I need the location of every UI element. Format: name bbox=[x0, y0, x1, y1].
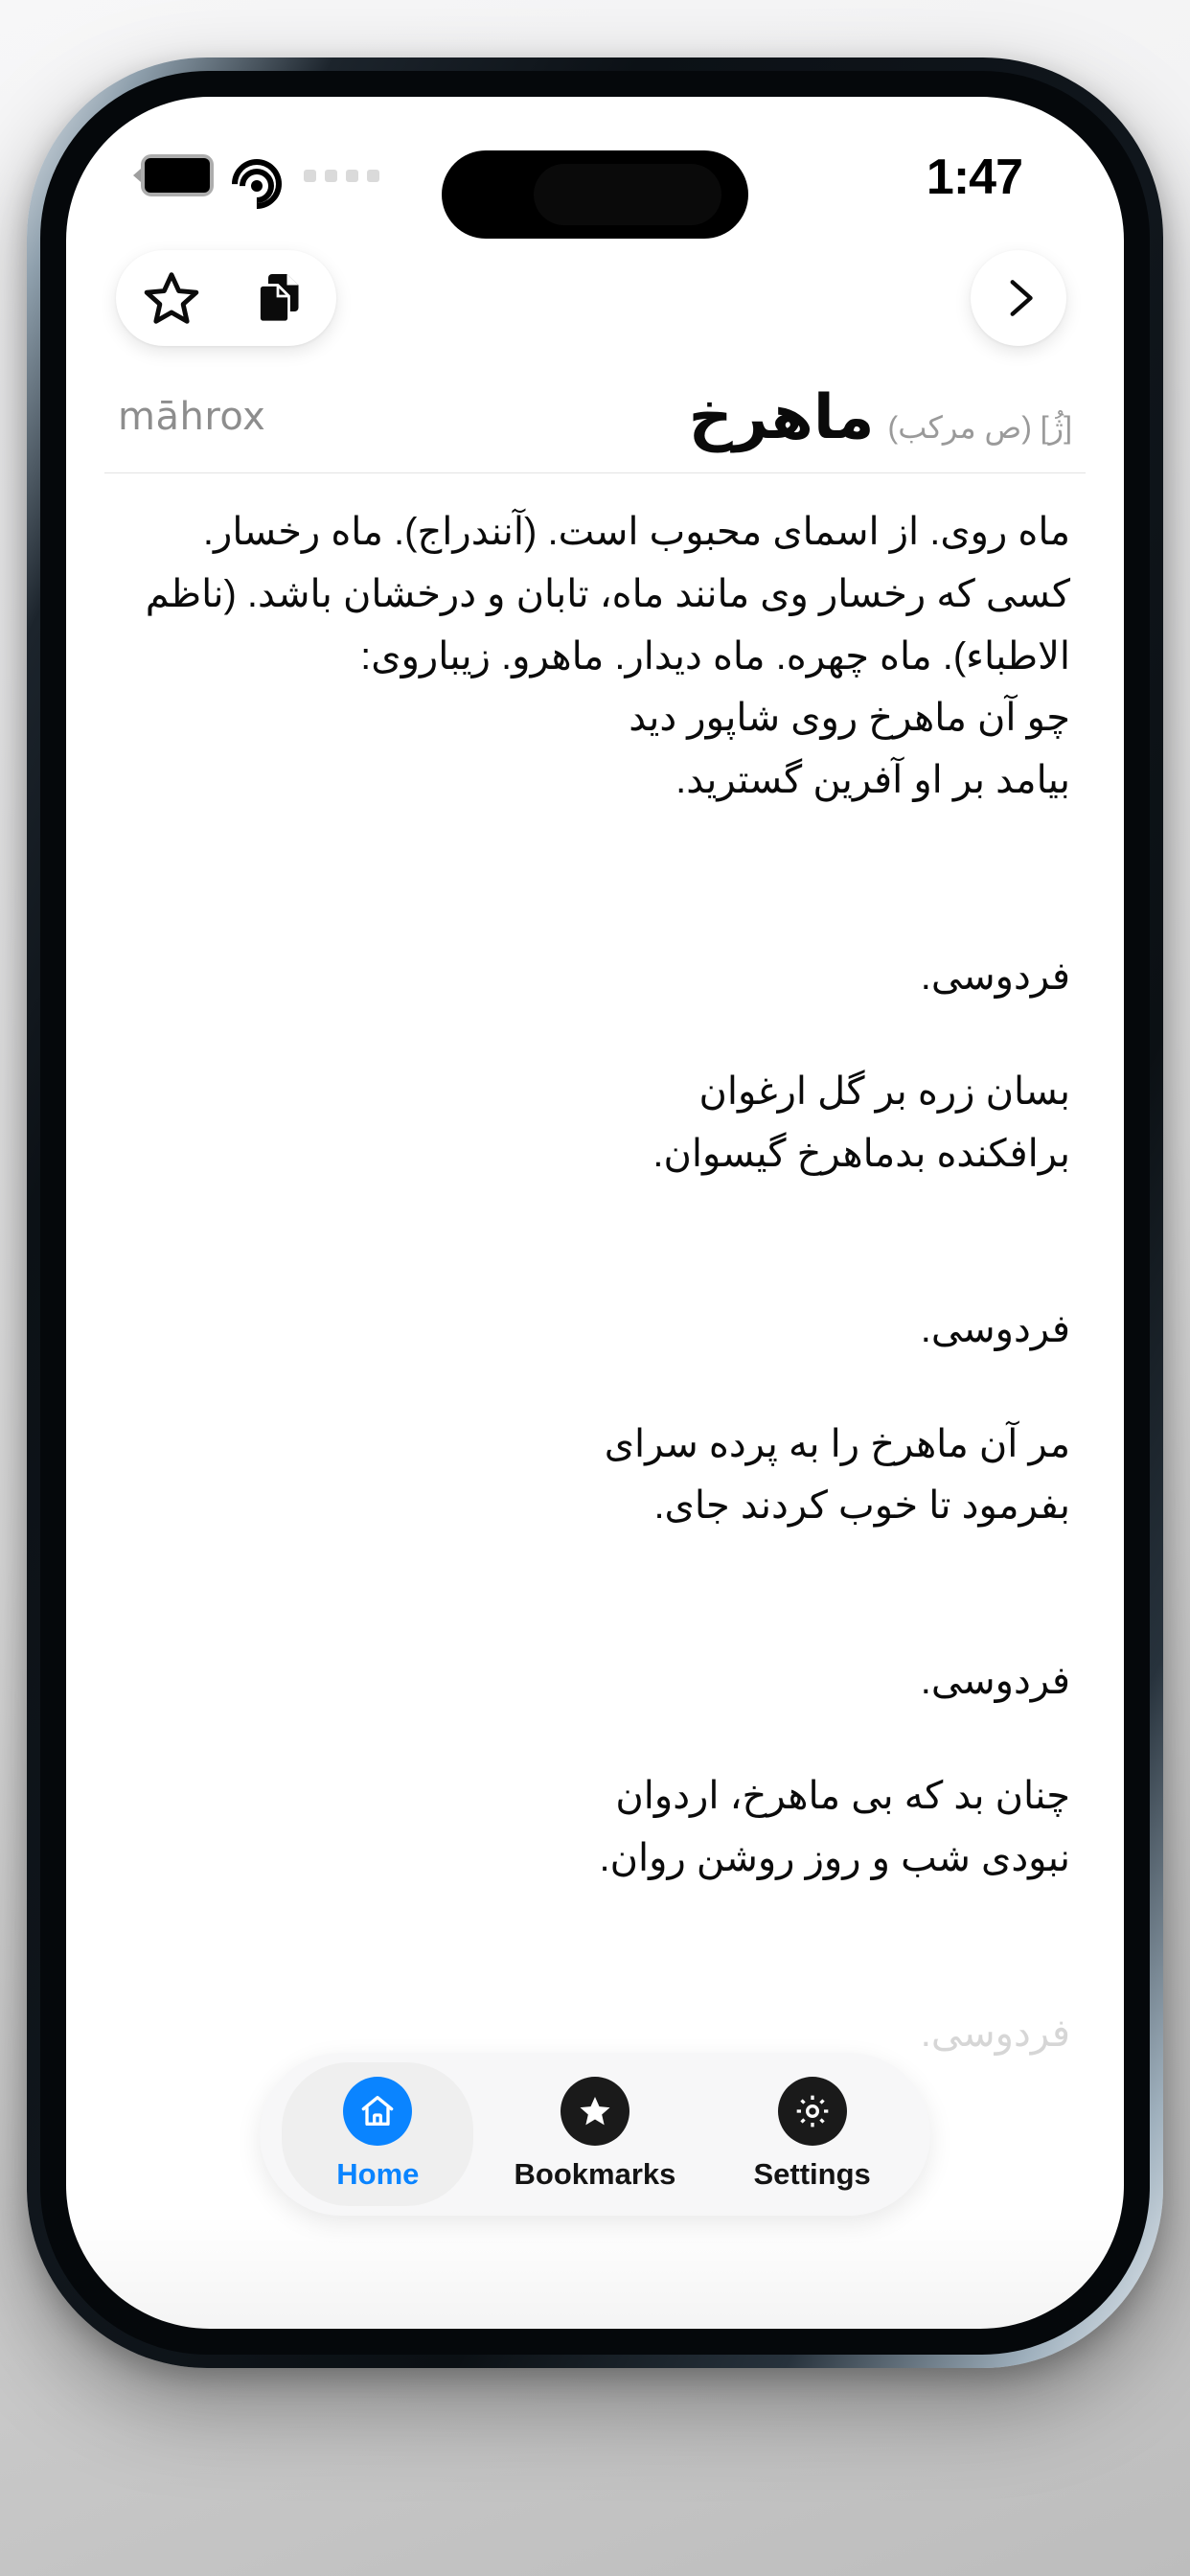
headword-group bbox=[688, 382, 1072, 451]
verse-line: بسان زره بر گل ارغوان bbox=[698, 1070, 1070, 1113]
header-divider bbox=[104, 472, 1086, 473]
verse-line: بیامد بر او آفرین گسترید. bbox=[675, 759, 1070, 802]
top-toolbar bbox=[66, 242, 1124, 357]
verse-line: بفرمود تا خوب کردند جای. bbox=[653, 1484, 1070, 1528]
quote-attribution: فردوسی. bbox=[920, 1307, 1070, 1350]
signal-dots-icon bbox=[304, 170, 379, 182]
quote-attribution: فردوسی. bbox=[920, 2012, 1070, 2055]
tab-settings[interactable] bbox=[717, 2062, 908, 2206]
page-title: ماهرخ bbox=[688, 382, 875, 451]
copy-documents-icon bbox=[253, 269, 310, 327]
toolbar-actions-pill bbox=[116, 250, 336, 346]
gear-icon bbox=[778, 2077, 847, 2146]
star-filled-icon bbox=[561, 2077, 629, 2146]
verse-line: چو آن ماهرخ روی شاپور دید bbox=[629, 697, 1070, 740]
status-bar-left-group bbox=[141, 154, 379, 196]
part-of-speech: [ژُ] (ص مرکب) bbox=[887, 410, 1072, 445]
bottom-tab-bar bbox=[260, 2053, 930, 2216]
verse-line: برافکنده بدماهرخ گیسوان. bbox=[652, 1132, 1070, 1175]
forward-button[interactable] bbox=[971, 250, 1066, 346]
verse-line: نبودی شب و روز روشن روان. bbox=[599, 1836, 1070, 1879]
tab-bookmarks[interactable] bbox=[499, 2062, 691, 2206]
copy-button[interactable] bbox=[253, 269, 310, 327]
tab-label-settings: Settings bbox=[753, 2157, 871, 2191]
chevron-right-icon bbox=[995, 274, 1042, 322]
star-outline-icon bbox=[142, 268, 201, 328]
tab-label-bookmarks: Bookmarks bbox=[514, 2157, 676, 2191]
device-bezel bbox=[40, 71, 1150, 2355]
phone-device-frame bbox=[27, 58, 1163, 2368]
transliteration: māhrox bbox=[118, 395, 266, 439]
verse-line: چنان بد که بی ماهرخ، اردوان bbox=[615, 1775, 1070, 1818]
entry-header bbox=[66, 363, 1124, 471]
verse-line: مر آن ماهرخ را به پرده سرای bbox=[604, 1422, 1070, 1465]
definition-text: ماه روی. از اسمای محبوب است. (آنندراج). ماه رخسار. کسی که رخسار وی مانند ماه، تابان و درخشان باشد. (ناظم الاطباء). ماه چهره. ماه دیدار. ماهرو. زیباروی: bbox=[145, 511, 1070, 678]
status-bar-clock: 1:47 bbox=[926, 150, 1022, 205]
quote-attribution: فردوسی. bbox=[920, 954, 1070, 998]
face-id-sensor bbox=[534, 164, 721, 225]
favorite-button[interactable] bbox=[142, 268, 201, 328]
wifi-icon bbox=[233, 157, 281, 194]
battery-icon bbox=[141, 154, 214, 196]
quote-attribution: فردوسی. bbox=[920, 1660, 1070, 1703]
entry-body[interactable] bbox=[66, 480, 1124, 2329]
dynamic-island bbox=[442, 150, 748, 239]
device-screen bbox=[66, 97, 1124, 2329]
tab-home[interactable] bbox=[282, 2062, 473, 2206]
tab-label-home: Home bbox=[336, 2157, 420, 2191]
home-icon bbox=[343, 2077, 412, 2146]
